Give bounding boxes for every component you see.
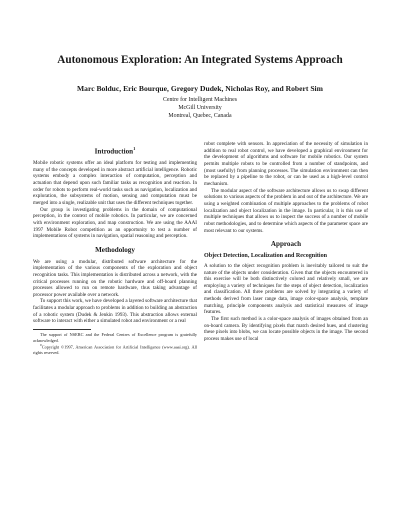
footnote-marker: 1 <box>133 146 136 151</box>
right-paragraph-2: The modular aspect of the software architecture allows us to swap different solutions to various aspects of the problem in and out of the architecture. We are using a weighted combination of multiple approaches to the problems of robot localization and object localization in the image. In particular, it is this use of multiple techniques that allows us to inspect the success of a number of mobile robot methodologies, and to determine which aspects of the parameter space are most relevant to our systems. <box>204 187 368 234</box>
right-column <box>204 141 368 343</box>
footnote-divider <box>33 329 91 330</box>
methodology-paragraph-1: We are using a modular, distributed software architecture for the implementation of the various components of the exploration and object recognition tasks. This implementation is distributed across a network, with the critical processes running on the robotic hardware and off-board planning processes allowed to run on remote hardware, thus taking advantage of processor power available over a network. <box>33 258 197 298</box>
affiliation-location: Montreal, Quebec, Canada <box>168 113 232 119</box>
intro-paragraph-2: Our group is investigating problems in the domain of computational perception, in the context of mobile robotics. In particular, we are concerned with environment exploration, and map construction. We are using the AAAI 1997 Mobile Robot competition as an opportunity to test a number of implementations of systems in navigation, spatial reasoning and perception. <box>33 206 197 240</box>
methodology-heading: Methodology <box>95 245 135 254</box>
affiliation-centre: Centre for Intelligent Machines <box>162 97 238 103</box>
author-list: Marc Bolduc, Eric Bourque, Gregory Dudek, Nicholas Roy, and Robert Sim <box>77 84 323 93</box>
left-column <box>33 141 197 356</box>
paper-title: Autonomous Exploration: An Integrated Systems Approach <box>57 54 343 66</box>
affiliation-university: McGill University <box>178 105 222 111</box>
right-paragraph-1: robot complete with sensors. In appreciation of the necessity of simulation in addition to real robot control, we have developed a graphical environment for the development of algorithms and software for mobile robotics. Our system permits multiple robots to be controlled from a number of standpoints, and (most usefully) from planning processes. The simulation environment can then be replaced by a pipeline to the robot, or can be used as a high-level control mechanism. <box>204 141 368 187</box>
intro-paragraph-1: Mobile robotic systems offer an ideal platform for testing and implementing many of the concepts developed in more abstract artificial intelligence. Robotic systems embody a complex interaction of computation, perception and actuation that depend upon such familiar tasks as recognition and reaction. In order for robots to perform real-world tasks such as navigation, localization and exploration, the subsystems of motion, sensing and computation must be merged into a single, realizable unit that uses the different techniques together. <box>33 160 197 206</box>
footnote-funding: The support of NSERC and the Federal Centres of Excellence program is gratefully acknowledged. <box>33 332 197 343</box>
footnote-copyright: $^0$Copyright ©1997, American Association for Artificial Intelligence (www.aaai.org). All rights reserved. <box>33 343 197 356</box>
approach-paragraph-2: The first such method is a color-space analysis of images obtained from an on-board camera. By identifying pixels that match desired hues, and clustering these pixels into blobs, we can locate possible objects in the image. The second process makes use of local <box>204 316 368 343</box>
object-detection-subheading: Object Detection, Localization and Recognition <box>204 252 328 259</box>
methodology-paragraph-2: To support this work, we have developed a layered software architecture that facilitates a modular approach to problems in addition to building an abstraction of a robotic system (Dudek & Jenkin 1993). This abstraction allows external software to interact with either a simulated robot and environment or a real <box>33 298 197 325</box>
introduction-heading: Introduction$^1$ <box>94 146 136 156</box>
approach-heading: Approach <box>270 240 302 249</box>
approach-paragraph-1: A solution to the object recognition problem is inevitably tailored to suit the nature of the objects under consideration. Given that the objects encountered in this exercise will be both distinctively colored and relatively small, we are employing a variety of techniques for the steps of object detection, localization and classification. All three problems are solved by integrating a variety of methods derived from laser range data, image color-space analysis, template matching, principle components analysis and statistical measures of image features. <box>204 262 368 316</box>
